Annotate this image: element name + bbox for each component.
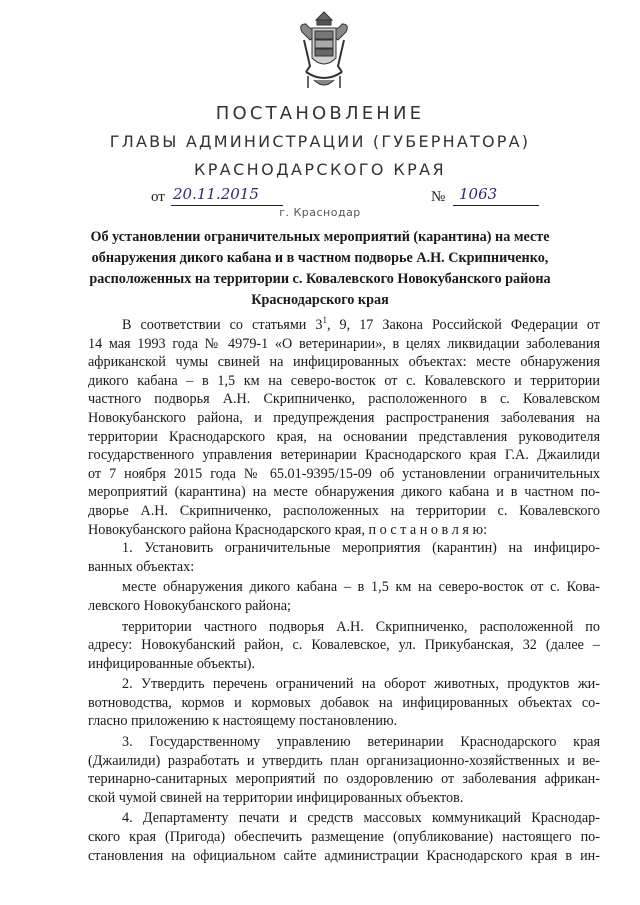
decree-title-line: Об установлении ограничительных мероприятий (карантина) на месте: [90, 229, 550, 245]
body-line: В соответствии со статьями $3^1$, 9, 17 Закона Российской Федерации от: [122, 315, 600, 333]
body-line: 3. Государственному управлению ветеринарии Краснодарского края: [122, 734, 600, 751]
region-heading: КРАСНОДАРСКОГО КРАЯ: [193, 160, 447, 179]
body-line: гласно приложению к настоящему постановлению.: [88, 713, 398, 730]
coat-of-arms-icon: [296, 10, 352, 92]
body-line: 1. Установить ограничительные мероприятия (карантин) на инфициро-: [122, 540, 600, 557]
city-label: г. Краснодар: [279, 206, 361, 219]
decree-title-line: обнаружения дикого кабана и в частном подворье А.Н. Скрипниченко,: [91, 250, 549, 266]
body-line: территории Краснодарского края, на основании представления руководителя: [88, 428, 600, 445]
body-line: частного подворья А.Н. Скрипниченко, расположенного в с. Ковалевском: [88, 391, 600, 408]
body-line: вотноводства, кормов и кормовых добавок на инфицированных объектах со-: [88, 694, 600, 711]
decree-title-line: Краснодарского края: [251, 292, 389, 308]
body-line: становления на официальном сайте администрации Краснодарского края в ин-: [88, 847, 600, 864]
body-line: левского Новокубанского района;: [88, 597, 291, 614]
body-line: 2. Утвердить перечень ограничений на оборот животных, продуктов жи-: [122, 676, 600, 693]
date-label: от: [151, 189, 165, 205]
body-line: дворье А.Н. Скрипниченко, расположенных на территории с. Ковалевского: [88, 502, 600, 519]
body-line: мероприятий (карантина) на месте обнаружения дикого кабана и в частном по-: [88, 484, 600, 501]
body-line: территории частного подворья А.Н. Скрипниченко, расположенной по: [122, 618, 600, 635]
body-line: государственного управления ветеринарии Краснодарского края Г.А. Джаилиди: [88, 447, 600, 464]
body-line: дикого кабана – в 1,5 км на северо-восток от с. Ковалевского и территории: [88, 372, 600, 389]
body-line: инфицированные объекты).: [88, 655, 256, 672]
decree-title: [88, 227, 552, 311]
body-line: ванных объектах:: [88, 558, 195, 575]
date-value: 20.11.2015: [171, 183, 283, 206]
body-line: месте обнаружения дикого кабана – в 1,5 км на северо-восток от с. Кова-: [122, 579, 600, 596]
number-value: 1063: [453, 183, 539, 206]
decree-title-line: расположенных на территории с. Ковалевского Новокубанского района: [89, 271, 551, 287]
body-line: Новокубанского района Краснодарского края, п о с т а н о в л я ю:: [88, 521, 488, 538]
body-line: африканской чумы свиней на инфицированных объектах: месте обнаружения: [88, 354, 600, 371]
body-line: адресу: Новокубанский район, с. Ковалевское, ул. Прикубанская, 32 (далее –: [88, 637, 600, 654]
number-label: №: [431, 189, 446, 205]
body-line: ской чумой свиней на территории инфицированных объектов.: [88, 789, 464, 806]
body-line: 4. Департаменту печати и средств массовых коммуникаций Краснодар-: [122, 810, 600, 827]
decree-body: [88, 316, 600, 865]
body-line: 14 мая 1993 года № 4979-1 «О ветеринарии», в целях ликвидации заболевания: [88, 335, 600, 352]
body-line: (Джаилиди) разработать и утвердить план организационно-хозяйственных и ве-: [88, 752, 600, 769]
body-line: теринарно-санитарных мероприятий по оздоровлению от заболевания африкан-: [88, 771, 600, 788]
body-line: Новокубанского района, и предупреждения распространения заболевания на: [88, 409, 600, 426]
document-type-heading: ПОСТАНОВЛЕНИЕ: [215, 103, 425, 124]
body-line: ского края (Пригода) обеспечить размещение (опубликование) настоящего по-: [88, 829, 600, 846]
issuer-heading: ГЛАВЫ АДМИНИСТРАЦИИ (ГУБЕРНАТОРА): [109, 132, 531, 151]
body-line: от 7 ноября 2015 года № 65.01-9395/15-09 об установлении ограничительных: [88, 465, 600, 482]
